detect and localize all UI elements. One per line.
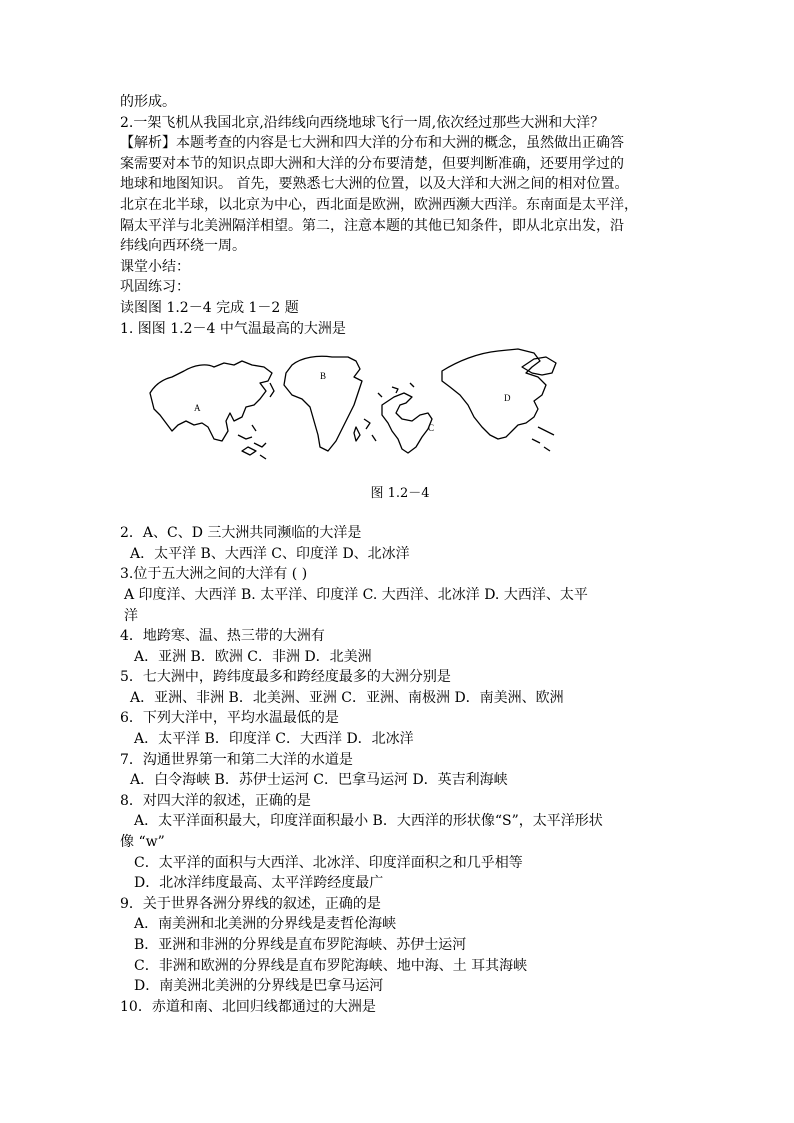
question-1-line: 1. 图图 1.2－4 中气温最高的大洲是 xyxy=(120,320,346,337)
question-stem: 3.位于五大洲之间的大洋有 ( ) xyxy=(120,566,308,583)
question-stem: 4．地跨寒、温、热三带的大洲有 xyxy=(120,628,325,645)
question-stem: 9．关于世界各洲分界线的叙述，正确的是 xyxy=(120,895,381,912)
question-options: C．太平洋的面积与大西洋、北冰洋、印度洋面积之和几乎相等 xyxy=(134,854,523,871)
instruction-line: 读图图 1.2－4 完成 1－2 题 xyxy=(120,299,299,316)
question-item xyxy=(120,997,680,1018)
question-item xyxy=(120,791,680,894)
question-item xyxy=(120,626,680,667)
question-stem: 7．沟通世界第一和第二大洋的水道是 xyxy=(120,751,353,768)
analysis-line: 【解析】本题考查的内容是七大洲和四大洋的分布和大洲的概念，虽然做出正确答 xyxy=(120,135,624,152)
question-options: A．白令海峡 B．苏伊士运河 C．巴拿马运河 D．英吉利海峡 xyxy=(130,772,508,789)
section-heading-summary: 课堂小结： xyxy=(120,258,190,275)
document-page xyxy=(120,92,680,1017)
question-stem: 2．A、C、D 三大洲共同濒临的大洋是 xyxy=(120,525,362,542)
question-options: A．亚洲 B．欧洲 C．非洲 D．北美洲 xyxy=(134,648,372,665)
question-item xyxy=(120,750,680,791)
analysis-line: 隔太平洋与北美洲隔洋相望。第二，注意本题的其他已知条件，即从北京出发，沿 xyxy=(120,217,624,234)
question-options: C．非洲和欧洲的分界线是直布罗陀海峡、地中海、土 耳其海峡 xyxy=(134,957,528,974)
world-map-image xyxy=(142,343,592,481)
question-options: A．太平洋 B、大西洋 C、印度洋 D、北冰洋 xyxy=(130,545,410,562)
question-options: A．亚洲、非洲 B．北美洲、亚洲 C．亚洲、南极洲 D．南美洲、欧洲 xyxy=(130,689,564,706)
question-options: 洋 xyxy=(124,607,138,624)
figure-caption: 图 1.2－4 xyxy=(370,486,430,502)
map-label-d: D xyxy=(504,393,511,404)
question-2-line: 2.一架飞机从我国北京,沿纬线向西绕地球飞行一周,依次经过那些大洲和大洋？ xyxy=(120,114,605,131)
question-item xyxy=(120,564,680,626)
question-options: D．北冰洋纬度最高、太平洋跨经度最广 xyxy=(134,875,384,892)
analysis-line: 地球和地图知识。 首先，要熟悉七大洲的位置，以及大洋和大洲之间的相对位置。 xyxy=(120,176,629,193)
question-stem: 6．下列大洋中，平均水温最低的是 xyxy=(120,710,339,727)
analysis-line: 案需要对本节的知识点即大洲和大洋的分布要清楚，但要判断准确，还要用学过的 xyxy=(120,155,624,172)
question-item xyxy=(120,667,680,708)
question-stem: 10．赤道和南、北回归线都通过的大洲是 xyxy=(120,998,376,1015)
world-map-figure xyxy=(120,343,680,483)
question-options: A．太平洋面积最大，印度洋面积最小 B．大西洋的形状像“S”，太平洋形状 xyxy=(134,813,603,830)
text-line: 的形成。 xyxy=(120,94,176,110)
analysis-line: 北京在北半球，以北京为中心，西北面是欧洲，欧洲西濒大西洋。东南面是太平洋， xyxy=(120,196,638,213)
question-options: A．南美洲和北美洲的分界线是麦哲伦海峡 xyxy=(134,916,397,933)
intro-section xyxy=(120,92,680,339)
question-options: A 印度洋、大西洋 B. 太平洋、印度洋 C. 大西洋、北冰洋 D. 大西洋、太平 xyxy=(124,586,588,603)
question-options: A．太平洋 B．印度洋 C．大西洋 D．北冰洋 xyxy=(134,731,414,748)
map-label-c: C xyxy=(428,423,435,434)
question-options: D．南美洲北美洲的分界线是巴拿马运河 xyxy=(134,978,384,995)
question-options: B．亚洲和非洲的分界线是直布罗陀海峡、苏伊士运河 xyxy=(134,937,467,953)
question-item xyxy=(120,523,680,564)
section-heading-practice: 巩固练习： xyxy=(120,279,190,296)
question-stem: 5．七大洲中，跨纬度最多和跨经度最多的大洲分别是 xyxy=(120,669,451,686)
question-stem: 8．对四大洋的叙述，正确的是 xyxy=(120,792,311,809)
analysis-line: 纬线向西环绕一周。 xyxy=(120,238,246,255)
question-item xyxy=(120,708,680,749)
question-options: 像 “w” xyxy=(120,834,165,851)
questions-list xyxy=(120,523,680,1017)
question-item xyxy=(120,894,680,997)
map-label-b: B xyxy=(320,371,327,382)
map-label-a: A xyxy=(194,403,201,414)
